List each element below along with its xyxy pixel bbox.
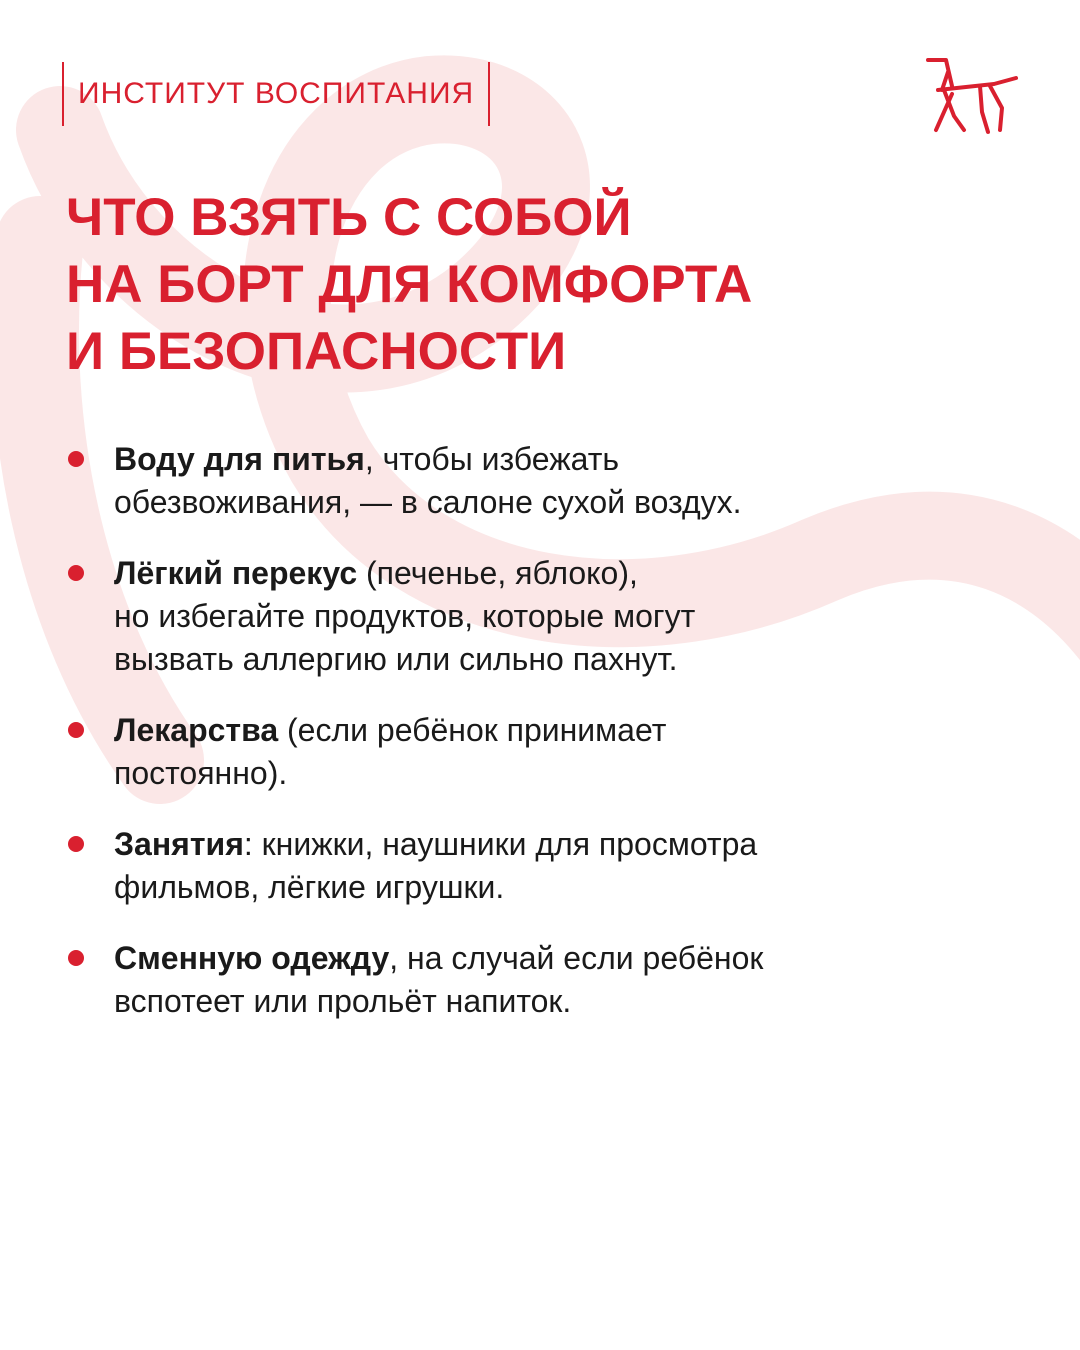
- item-heading: Лекарства: [114, 712, 279, 748]
- item-text: вспотеет или прольёт напиток.: [114, 983, 572, 1019]
- item-text: фильмов, лёгкие игрушки.: [114, 869, 505, 905]
- item-text: обезвоживания, — в салоне сухой воздух.: [114, 484, 742, 520]
- bullet-dot: [68, 565, 84, 581]
- list-item-clothes: [66, 937, 966, 1023]
- item-text: (если ребёнок принимает: [278, 712, 667, 748]
- list-item-water: [66, 438, 966, 524]
- title-line-1: ЧТО ВЗЯТЬ С СОБОЙ: [66, 188, 632, 247]
- bullet-dot: [68, 722, 84, 738]
- title-line-2: НА БОРТ ДЛЯ КОМФОРТА: [66, 255, 753, 314]
- item-text: : книжки, наушники для просмотра: [243, 826, 758, 862]
- item-text: вызвать аллергию или сильно пахнут.: [114, 641, 678, 677]
- title-line-3: И БЕЗОПАСНОСТИ: [66, 322, 567, 381]
- item-heading: Воду для питья: [114, 441, 365, 477]
- list-item-medicine: [66, 709, 966, 795]
- item-heading: Сменную одежду: [114, 940, 390, 976]
- page-title: [66, 184, 1026, 385]
- brand-name: ИНСТИТУТ ВОСПИТАНИЯ: [78, 77, 475, 110]
- item-text: , чтобы избежать: [364, 441, 620, 477]
- bullet-dot: [68, 836, 84, 852]
- item-heading: Занятия: [114, 826, 244, 862]
- list-item-activities: [66, 823, 966, 909]
- item-text: постоянно).: [114, 755, 288, 791]
- checklist: [66, 438, 966, 1051]
- item-text: но избегайте продуктов, которые могут: [114, 598, 696, 634]
- bullet-dot: [68, 451, 84, 467]
- item-heading: Лёгкий перекус: [114, 555, 358, 591]
- list-item-snack: [66, 552, 966, 681]
- bullet-dot: [68, 950, 84, 966]
- brand-label: [62, 62, 490, 126]
- item-text: , на случай если ребёнок: [389, 940, 764, 976]
- item-text: (печенье, яблоко),: [357, 555, 638, 591]
- walking-horse-line-icon[interactable]: [918, 50, 1022, 136]
